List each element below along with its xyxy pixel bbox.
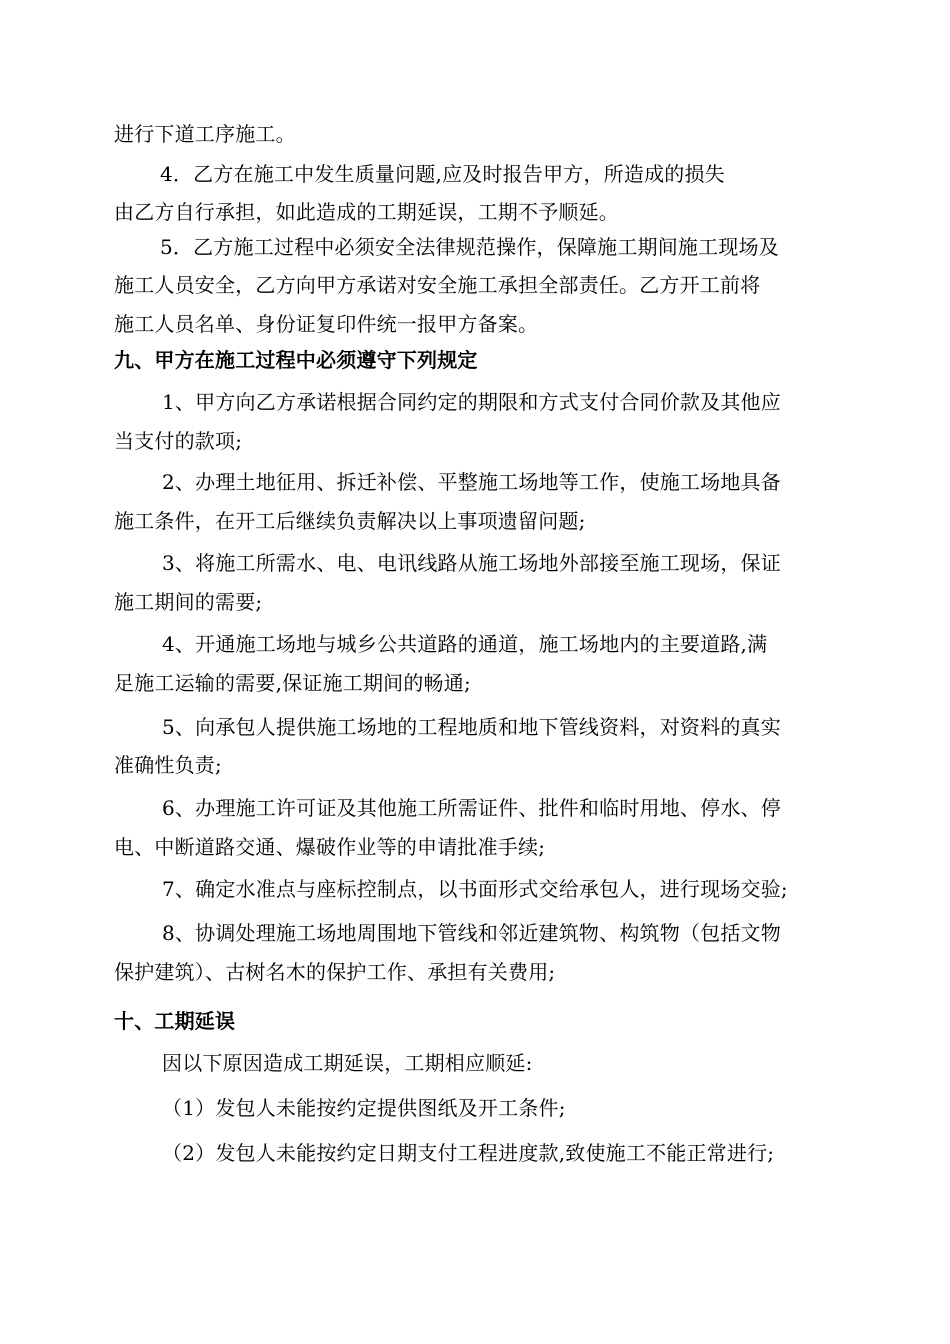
paragraph-line: 5．乙方施工过程中必须安全法律规范操作，保障施工期间施工现场及 bbox=[160, 235, 779, 259]
list-item-line: （2）发包人未能按约定日期支付工程进度款,致使施工不能正常进行; bbox=[162, 1141, 775, 1165]
list-item-line: 4、开通施工场地与城乡公共道路的通道，施工场地内的主要道路,满 bbox=[162, 632, 768, 656]
list-item-line: 8、协调处理施工场地周围地下管线和邻近建筑物、构筑物（包括文物 bbox=[162, 921, 781, 945]
list-item-line: 电、中断道路交通、爆破作业等的申请批准手续; bbox=[114, 835, 546, 859]
paragraph-line: 施工人员名单、身份证复印件统一报甲方备案。 bbox=[114, 312, 539, 336]
list-item-line: 足施工运输的需要,保证施工期间的畅通; bbox=[114, 671, 471, 695]
paragraph-line: 进行下道工序施工。 bbox=[114, 122, 296, 146]
list-item-line: 施工期间的需要; bbox=[114, 590, 263, 614]
list-item-line: 施工条件，在开工后继续负责解决以上事项遗留问题; bbox=[114, 509, 586, 533]
paragraph-line: 施工人员安全，乙方向甲方承诺对安全施工承担全部责任。乙方开工前将 bbox=[114, 273, 761, 297]
paragraph-line: 因以下原因造成工期延误，工期相应顺延: bbox=[162, 1051, 533, 1075]
list-item-line: 1、甲方向乙方承诺根据合同约定的期限和方式支付合同价款及其他应 bbox=[162, 390, 781, 414]
section-heading-nine: 九、甲方在施工过程中必须遵守下列规定 bbox=[114, 348, 478, 372]
paragraph-line: 由乙方自行承担，如此造成的工期延误，工期不予顺延。 bbox=[114, 200, 619, 224]
paragraph-line: 4．乙方在施工中发生质量问题,应及时报告甲方，所造成的损失 bbox=[160, 162, 725, 186]
list-item-line: 保护建筑）、古树名木的保护工作、承担有关费用; bbox=[114, 960, 556, 984]
list-item-line: 2、办理土地征用、拆迁补偿、平整施工场地等工作，使施工场地具备 bbox=[162, 470, 781, 494]
list-item-line: 3、将施工所需水、电、电讯线路从施工场地外部接至施工现场，保证 bbox=[162, 551, 781, 575]
list-item-line: （1）发包人未能按约定提供图纸及开工条件; bbox=[162, 1096, 566, 1120]
list-item-line: 7、确定水准点与座标控制点，以书面形式交给承包人，进行现场交验; bbox=[162, 877, 788, 901]
list-item-line: 当支付的款项; bbox=[114, 429, 243, 453]
list-item-line: 5、向承包人提供施工场地的工程地质和地下管线资料，对资料的真实 bbox=[162, 715, 781, 739]
list-item-line: 准确性负责; bbox=[114, 753, 222, 777]
section-heading-ten: 十、工期延误 bbox=[114, 1009, 236, 1033]
list-item-line: 6、办理施工许可证及其他施工所需证件、批件和临时用地、停水、停 bbox=[162, 796, 781, 820]
